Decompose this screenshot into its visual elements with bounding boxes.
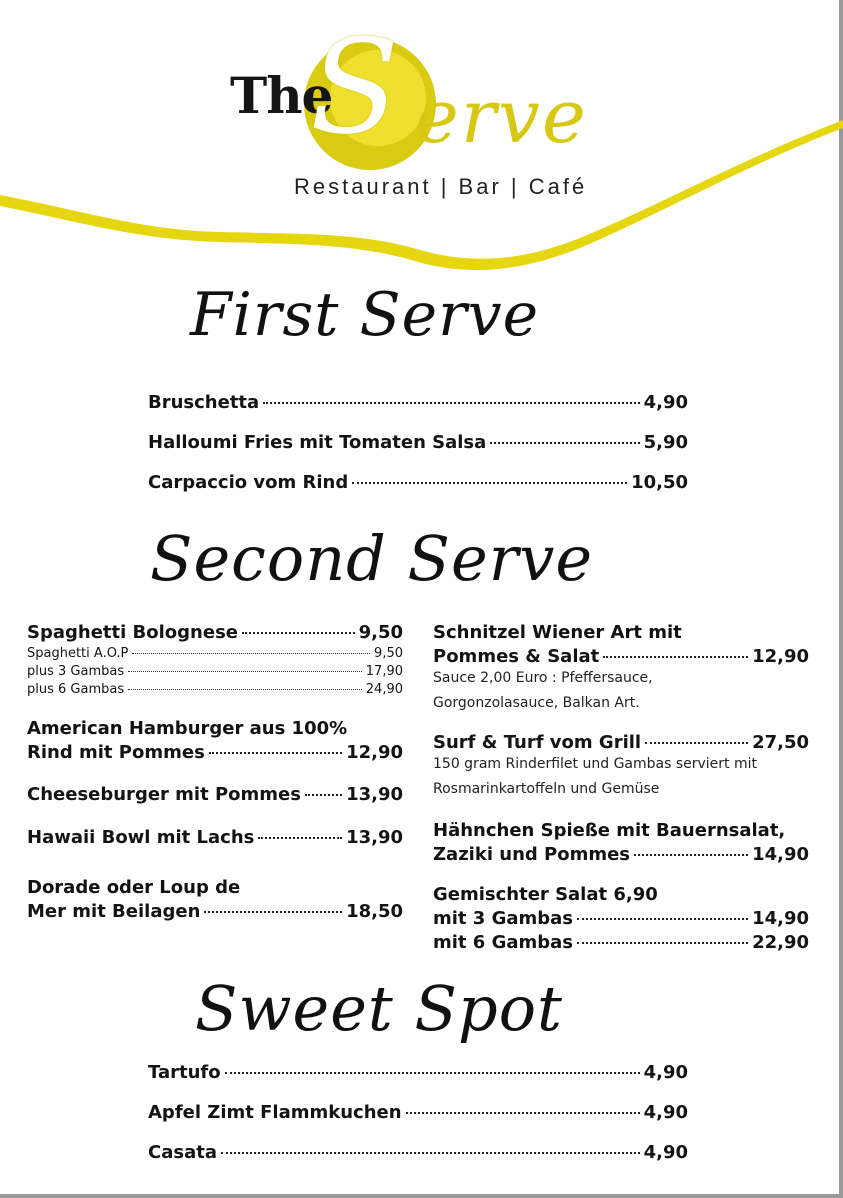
item-name: Mer mit Beilagen xyxy=(27,901,201,922)
variant-name: mit 3 Gambas xyxy=(433,908,574,929)
item-price: 27,50 xyxy=(752,732,809,753)
item-price: 4,90 xyxy=(643,1142,688,1163)
sweet-spot-list xyxy=(148,1062,688,1182)
item-name: Pommes & Salat xyxy=(433,646,600,667)
menu-item xyxy=(27,742,403,766)
item-price: 12,90 xyxy=(346,742,403,763)
item-name: Carpaccio vom Rind xyxy=(148,472,349,493)
leader-dots xyxy=(352,482,627,484)
variant-price: 17,90 xyxy=(365,664,403,679)
leader-dots xyxy=(204,911,342,913)
item-price: 18,50 xyxy=(346,901,403,922)
item-note: Sauce 2,00 Euro : Pfeffersauce, xyxy=(433,670,653,686)
item-name: Zaziki und Pommes xyxy=(433,844,631,865)
item-name-line: Schnitzel Wiener Art mit xyxy=(433,622,682,643)
menu-item xyxy=(433,844,809,868)
leader-dots xyxy=(128,689,362,690)
surf-turf-item xyxy=(433,732,809,806)
item-name-line: Hähnchen Spieße mit Bauernsalat, xyxy=(433,820,786,841)
variant-name: plus 3 Gambas xyxy=(27,664,125,679)
salat-item xyxy=(433,884,809,956)
menu-item xyxy=(148,1142,688,1182)
menu-item xyxy=(27,827,403,851)
second-serve-right-column xyxy=(433,622,809,974)
leader-dots xyxy=(634,854,748,856)
logo-erve: erve xyxy=(415,74,588,160)
item-price: 10,50 xyxy=(631,472,688,493)
logo-tagline: Restaurant | Bar | Café xyxy=(294,174,588,199)
haehnchen-item xyxy=(433,820,809,868)
item-name: Bruschetta xyxy=(148,392,260,413)
variant-price: 24,90 xyxy=(365,682,403,697)
item-note: 150 gram Rinderfilet und Gambas serviert mit xyxy=(433,756,758,772)
menu-item xyxy=(27,901,403,925)
item-name: Tartufo xyxy=(148,1062,221,1083)
item-price: 13,90 xyxy=(346,827,403,848)
item-price: 13,90 xyxy=(346,784,403,805)
item-note: Gorgonzolasauce, Balkan Art. xyxy=(433,695,640,711)
logo-s: S xyxy=(310,11,400,163)
item-price: 9,50 xyxy=(358,622,403,643)
item-name-line: Dorade oder Loup de xyxy=(27,877,241,898)
variant-name: mit 6 Gambas xyxy=(433,932,574,953)
logo xyxy=(210,11,630,208)
hawaii-item xyxy=(27,827,403,851)
item-price: 12,90 xyxy=(752,646,809,667)
menu-item xyxy=(27,784,403,808)
schnitzel-item xyxy=(433,622,809,720)
item-note: Rosmarinkartoffeln und Gemüse xyxy=(433,781,660,797)
leader-dots xyxy=(603,656,748,658)
leader-dots xyxy=(305,794,342,796)
item-name: Casata xyxy=(148,1142,217,1163)
leader-dots xyxy=(225,1072,640,1074)
menu-item xyxy=(433,646,809,670)
variant-name: plus 6 Gambas xyxy=(27,682,125,697)
menu-variant xyxy=(433,932,809,956)
leader-dots xyxy=(577,942,748,944)
spaghetti-group xyxy=(27,622,403,700)
menu-item xyxy=(148,1062,688,1102)
heading-second-serve: Second Serve xyxy=(150,522,594,595)
menu-variant xyxy=(433,908,809,932)
menu-item xyxy=(148,432,688,472)
heading-first-serve: First Serve xyxy=(190,280,540,350)
variant-price: 14,90 xyxy=(752,908,809,929)
item-price: 5,90 xyxy=(643,432,688,453)
hamburger-item xyxy=(27,718,403,766)
leader-dots xyxy=(645,742,748,744)
logo-the: The xyxy=(230,66,333,125)
item-name: Cheeseburger mit Pommes xyxy=(27,784,301,805)
leader-dots xyxy=(577,918,748,920)
menu-variant xyxy=(27,646,403,664)
variant-name: Spaghetti A.O.P xyxy=(27,646,129,661)
leader-dots xyxy=(242,632,355,634)
item-name: Rind mit Pommes xyxy=(27,742,205,763)
leader-dots xyxy=(221,1152,640,1154)
leader-dots xyxy=(209,752,342,754)
leader-dots xyxy=(132,653,370,654)
leader-dots xyxy=(128,671,362,672)
menu-item xyxy=(148,1102,688,1142)
leader-dots xyxy=(258,837,342,839)
leader-dots xyxy=(263,402,639,404)
second-serve-left-column xyxy=(27,622,403,943)
cheeseburger-item xyxy=(27,784,403,808)
dorade-item xyxy=(27,877,403,925)
item-name-line: American Hamburger aus 100% xyxy=(27,718,348,739)
menu-item xyxy=(27,622,403,646)
item-price: 4,90 xyxy=(643,392,688,413)
item-name: Halloumi Fries mit Tomaten Salsa xyxy=(148,432,487,453)
heading-sweet-spot: Sweet Spot xyxy=(195,972,563,1045)
menu-item xyxy=(148,392,688,432)
item-name-line: Gemischter Salat 6,90 xyxy=(433,884,658,905)
item-price: 4,90 xyxy=(643,1102,688,1123)
item-name: Spaghetti Bolognese xyxy=(27,622,238,643)
page-border-bottom xyxy=(0,1194,843,1198)
menu-variant xyxy=(27,682,403,700)
item-price: 4,90 xyxy=(643,1062,688,1083)
menu-item xyxy=(148,472,688,512)
item-name: Hawaii Bowl mit Lachs xyxy=(27,827,255,848)
item-name: Apfel Zimt Flammkuchen xyxy=(148,1102,402,1123)
variant-price: 9,50 xyxy=(374,646,403,661)
leader-dots xyxy=(406,1112,640,1114)
menu-item xyxy=(433,732,809,756)
variant-price: 22,90 xyxy=(752,932,809,953)
first-serve-list xyxy=(148,392,688,512)
menu-variant xyxy=(27,664,403,682)
item-price: 14,90 xyxy=(752,844,809,865)
leader-dots xyxy=(490,442,639,444)
item-name: Surf & Turf vom Grill xyxy=(433,732,642,753)
